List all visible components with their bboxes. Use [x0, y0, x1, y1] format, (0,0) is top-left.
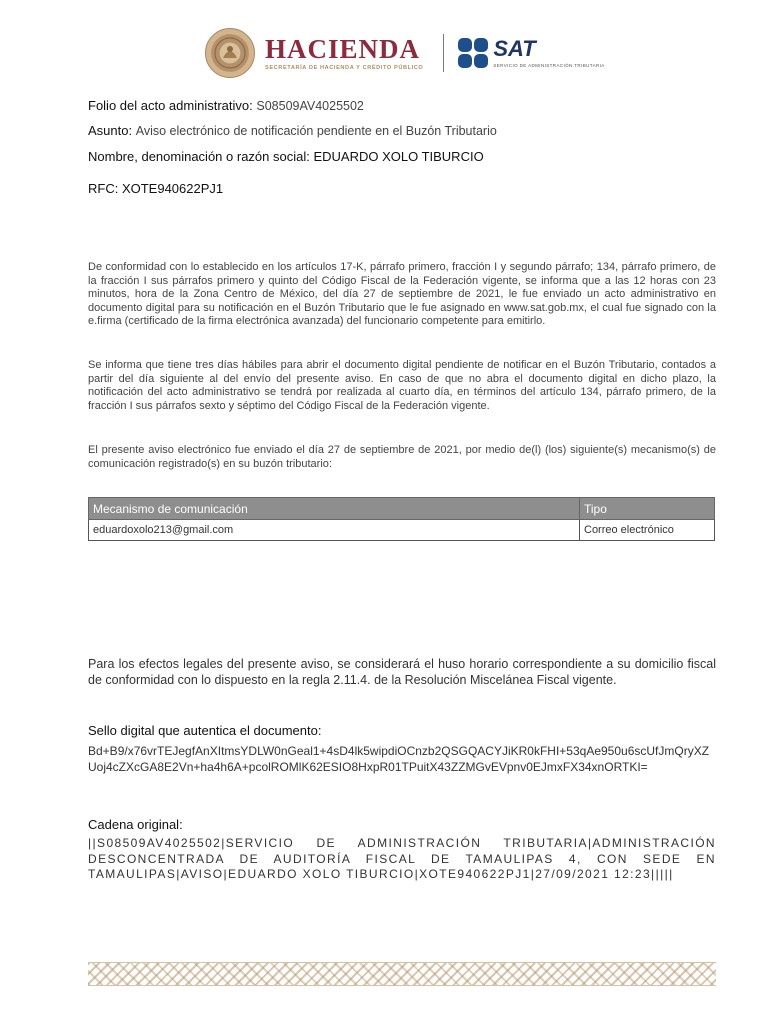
- decorative-band-icon: [88, 962, 716, 986]
- sat-title: SAT: [493, 36, 536, 61]
- table-header-tipo: Tipo: [580, 498, 715, 520]
- sat-subtitle: SERVICIO DE ADMINISTRACIÓN TRIBUTARIA: [493, 63, 605, 68]
- cadena-value: ||S08509AV4025502|SERVICIO DE ADMINISTRACIÓN TRIBUTARIA|ADMINISTRACIÓN DESCONCENTRADA DE AUDITORÍA FISCAL DE TAMAULIPAS 4, CON SEDE EN TAMAULIPAS|AVISO|EDUARDO XOLO TIBURCIO|XOTE940622PJ1|27/09/2021 12:23|||||: [88, 836, 716, 881]
- national-seal-icon: [205, 28, 255, 78]
- table-cell-email: eduardoxolo213@gmail.com: [89, 520, 580, 541]
- table-row: [89, 520, 715, 541]
- hacienda-title: HACIENDA: [265, 34, 421, 64]
- document-header: [192, 22, 610, 84]
- sello-value: Bd+B9/x76vrTEJegfAnXItmsYDLW0nGeal1+4sD4lk5wipdiOCnzb2QSGQACYJiKR0kFHI+53qAe950u6scUfJmQryXZUoj4cZXcGA8E2Vn+ha4h6A+pcolROMlK62ESIO8HxpR01TPuitX43ZZMGvEVpnv0EJmxFX34xnORTKI=: [88, 744, 710, 774]
- hacienda-logo: [265, 35, 423, 71]
- sat-logo-icon: [458, 38, 488, 68]
- paragraph-mechanisms: El presente aviso electrónico fue enviado el día 27 de septiembre de 2021, por medio de(l) (los) siguiente(s) mecanismo(s) de comunicación registrado(s) en su buzón tributario:: [88, 444, 716, 470]
- paragraph-deadline: Se informa que tiene tres días hábiles para abrir el documento digital pendiente de notificar en el Buzón Tributario, contados a partir del día siguiente al del envío del presente aviso. En caso de que no abra el documento digital en dicho plazo, la notificación del acto administrativo se tendrá por realizada al cuarto día, en términos del artículo 134, párrafo primero, de la fracción I sus párrafos sexto y séptimo del Código Fiscal de la Federación vigente.: [88, 359, 716, 412]
- folio-label: Folio del acto administrativo:: [88, 98, 253, 113]
- folio-field: [88, 98, 364, 113]
- paragraph-time-zone: Para los efectos legales del presente aviso, se considerará el huso horario correspondiente a su domicilio fiscal de conformidad con lo dispuesto en la regla 2.11.4. de la Resolución Miscelánea Fiscal vigente.: [88, 657, 716, 687]
- asunto-label: Asunto:: [88, 123, 133, 138]
- sello-heading: Sello digital que autentica el documento:: [88, 723, 322, 738]
- table-header-mecanismo: Mecanismo de comunicación: [89, 498, 580, 520]
- hacienda-subtitle: SECRETARÍA DE HACIENDA Y CRÉDITO PÚBLICO: [265, 65, 424, 71]
- table-cell-type: Correo electrónico: [580, 520, 715, 541]
- rfc-field: RFC: XOTE940622PJ1: [88, 181, 224, 196]
- sat-logo: [458, 38, 604, 68]
- asunto-field: [88, 123, 497, 138]
- table-header-row: [89, 498, 715, 520]
- folio-value: S08509AV4025502: [256, 99, 364, 113]
- header-divider: [443, 34, 444, 72]
- cadena-heading: Cadena original:: [88, 817, 183, 832]
- communication-mechanism-table: [88, 497, 715, 541]
- nombre-field: Nombre, denominación o razón social: EDUARDO XOLO TIBURCIO: [88, 149, 484, 164]
- paragraph-legal-basis: De conformidad con lo establecido en los artículos 17-K, párrafo primero, fracción I y segundo párrafo; 134, párrafo primero, de la fracción I sus párrafos primero y quinto del Código Fiscal de la Federación vigente, se informa que a las 12 horas con 23 minutos, hora de la Zona Centro de México, del día 27 de septiembre de 2021, le fue enviado un acto administrativo en documento digital para su notificación en el Buzón Tributario que le fue asignado en www.sat.gob.mx, el cual fue signado con la e.firma (certificado de la firma electrónica avanzada) del funcionario competente para emitirlo.: [88, 261, 716, 328]
- asunto-value: Aviso electrónico de notificación pendiente en el Buzón Tributario: [135, 124, 497, 138]
